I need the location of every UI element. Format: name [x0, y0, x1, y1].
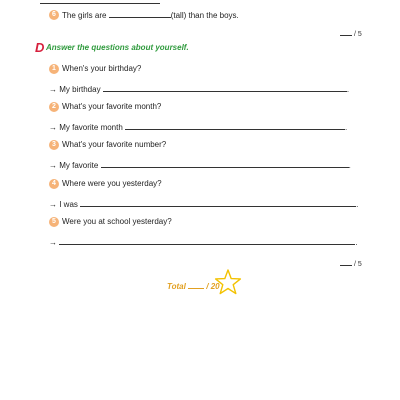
total-score	[167, 281, 220, 291]
question-number-badge: 3	[49, 140, 59, 150]
question-number-badge: 6	[49, 10, 59, 20]
answer-blank[interactable]	[80, 199, 359, 209]
answer-end: .	[346, 85, 350, 94]
question-6-pre: The girls are	[62, 11, 107, 20]
question-text: Where were you yesterday?	[62, 179, 162, 188]
total-suffix: / 20	[206, 282, 220, 291]
answer-prefix: → My favorite	[49, 161, 99, 170]
section-badge: D	[35, 40, 45, 55]
answer-line	[49, 84, 349, 95]
question-6-text	[62, 10, 239, 21]
answer-blank[interactable]	[125, 122, 348, 132]
answer-blank[interactable]	[103, 84, 350, 94]
score-blank[interactable]	[340, 28, 352, 36]
answer-line	[49, 122, 347, 133]
total-blank[interactable]	[188, 281, 204, 289]
question-text: What's your favorite month?	[62, 102, 162, 111]
answer-prefix: → I was	[49, 200, 78, 209]
answer-prefix: → My favorite month	[49, 123, 123, 132]
answer-line	[49, 237, 357, 248]
answer-end: .	[348, 161, 351, 170]
answer-prefix: →	[49, 238, 57, 247]
score-label: / 5	[353, 261, 362, 268]
star-icon	[214, 268, 242, 298]
score-line-section-d	[340, 258, 362, 268]
answer-blank[interactable]	[59, 237, 358, 247]
score-line-previous	[340, 28, 362, 38]
score-blank[interactable]	[340, 258, 352, 266]
question-number-badge: 2	[49, 102, 59, 112]
question-text: When's your birthday?	[62, 64, 142, 73]
answer-prefix: → My birthday	[49, 85, 101, 94]
question-number-badge: 5	[49, 217, 59, 227]
answer-end: .	[345, 123, 348, 132]
question-text: What's your favorite number?	[62, 140, 167, 149]
answer-line	[49, 160, 351, 171]
score-label: / 5	[353, 31, 362, 38]
answer-line	[49, 199, 358, 210]
total-label: Total	[167, 282, 186, 291]
question-text: Were you at school yesterday?	[62, 217, 172, 226]
question-number-badge: 1	[49, 64, 59, 74]
answer-end: .	[356, 200, 359, 209]
question-6-post: (tall) than the boys.	[170, 11, 239, 20]
top-cut-line	[40, 0, 160, 4]
question-number-badge: 4	[49, 179, 59, 189]
answer-end: .	[355, 238, 358, 247]
answer-blank[interactable]	[109, 10, 171, 18]
answer-blank[interactable]	[101, 160, 349, 168]
section-title: Answer the questions about yourself.	[46, 43, 189, 52]
